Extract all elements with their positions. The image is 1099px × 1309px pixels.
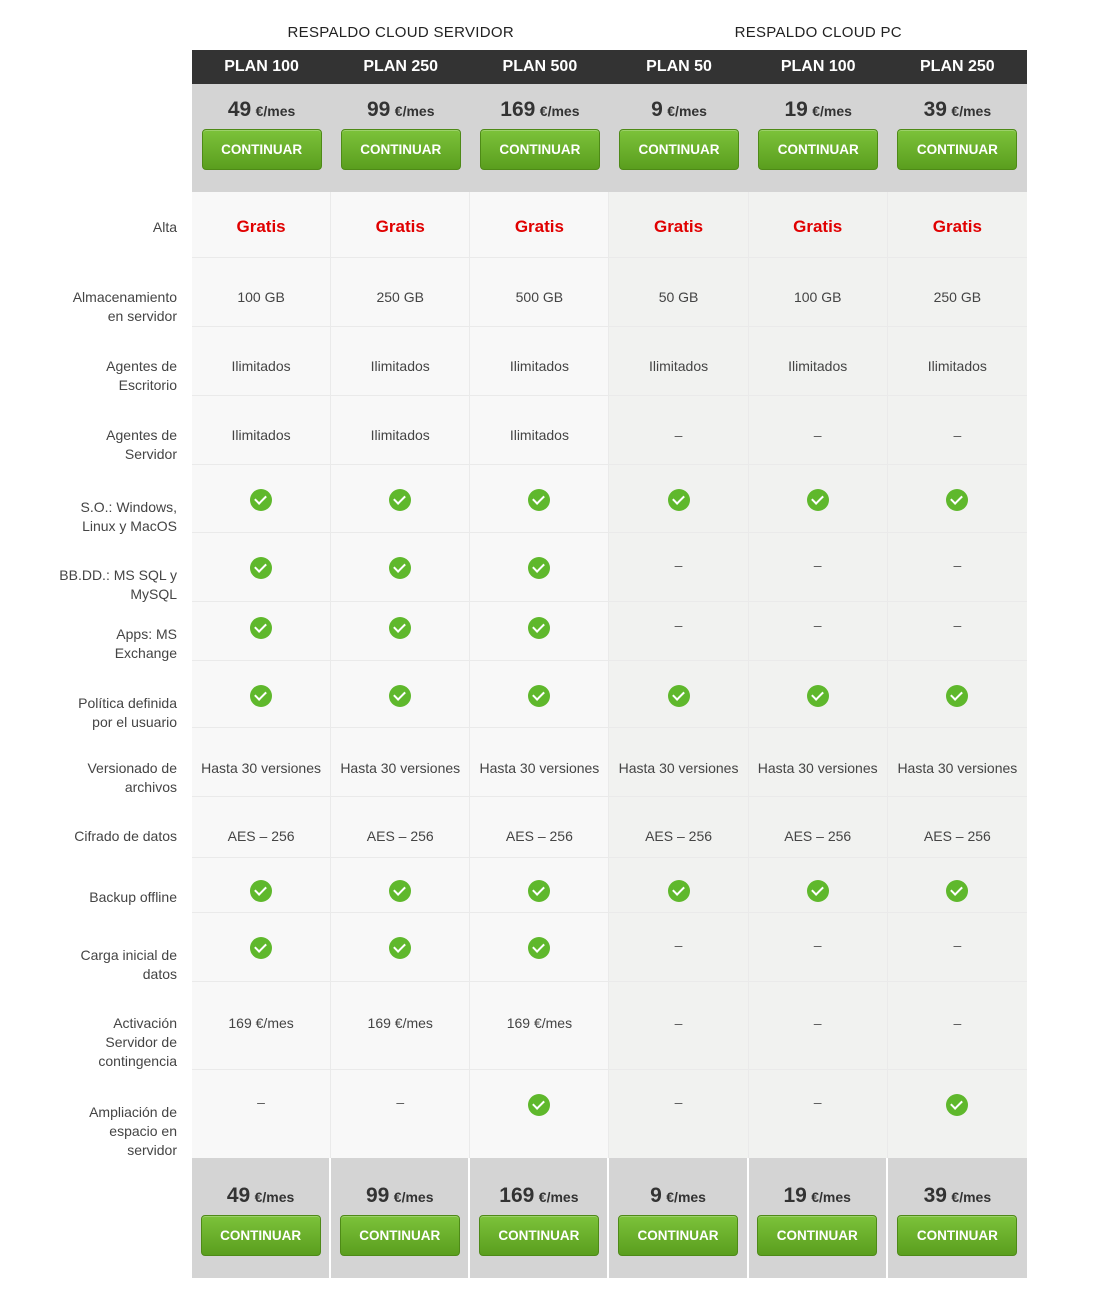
check-icon [946,880,968,902]
feature-label-line: Versionado de [87,760,177,776]
feature-label [0,602,192,661]
plan-name: PLAN 100 [224,58,299,75]
feature-cell [192,602,331,661]
feature-label [0,1070,192,1159]
feature-cell [609,192,748,258]
price-cell [331,84,470,192]
feature-label-line: por el usuario [92,714,177,730]
feature-label-line: S.O.: Windows, [80,499,177,515]
not-included-dash: – [953,617,962,633]
check-icon [528,880,550,902]
price-unit: €/mes [394,103,435,119]
feature-value: Ilimitados [370,358,430,374]
continue-button[interactable]: CONTINUAR [618,1215,738,1256]
feature-cell [609,661,748,728]
check-icon [528,489,550,511]
feature-value: 50 GB [658,289,699,305]
check-icon [528,685,550,707]
feature-label [0,533,192,602]
feature-cell [749,858,888,913]
feature-label-line: Apps: MS [116,626,177,642]
not-included-dash: – [813,1015,822,1031]
feature-row [0,728,1027,797]
plan-name: PLAN 250 [363,58,439,75]
feature-cell [470,728,609,797]
feature-row [0,602,1027,661]
feature-label [0,327,192,396]
feature-value: Ilimitados [509,358,569,374]
feature-cell [749,661,888,728]
check-icon [946,1094,968,1116]
feature-cell [470,661,609,728]
feature-value: Ilimitados [788,358,848,374]
feature-cell [888,728,1027,797]
feature-cell [331,728,470,797]
price-unit: €/mes [393,1189,434,1205]
price-unit: €/mes [951,1189,992,1205]
price-amount: 49 [226,1184,251,1207]
feature-row [0,797,1027,858]
feature-cell [749,797,888,858]
feature-cell [331,661,470,728]
feature-label [0,858,192,913]
price-cell [609,84,748,192]
feature-cell [888,327,1027,396]
feature-value: AES – 256 [645,828,713,844]
feature-label-line: Agentes de [106,358,177,374]
feature-row [0,396,1027,465]
continue-button[interactable]: CONTINUAR [202,129,322,170]
feature-label-line: Servidor de [105,1034,177,1050]
feature-cell [192,728,331,797]
price-cell [749,1158,888,1278]
feature-value: Hasta 30 versiones [618,760,739,776]
gratis-label: Gratis [236,217,286,236]
feature-cell [331,858,470,913]
feature-value: Ilimitados [648,358,709,374]
feature-cell [470,192,609,258]
feature-value: Ilimitados [231,358,291,374]
check-icon [668,489,690,511]
price [924,1182,992,1212]
feature-cell [749,465,888,533]
price-amount: 39 [923,98,947,121]
feature-label-line: Escritorio [118,377,177,393]
feature-label-line: Carga inicial de [80,947,177,963]
feature-cell [749,192,888,258]
feature-cell [470,465,609,533]
feature-cell [609,396,748,465]
price-amount: 19 [783,1184,807,1207]
feature-cell [470,1070,609,1159]
price-amount: 169 [499,1184,535,1207]
feature-label-line: datos [142,966,177,982]
price-band-bottom [192,1158,1027,1278]
check-icon [807,880,829,902]
feature-label-line: Exchange [114,645,177,661]
check-icon [389,685,411,707]
check-icon [250,489,272,511]
feature-label [0,465,192,533]
feature-value: 500 GB [515,289,564,305]
check-icon [250,685,272,707]
price-cell [749,84,888,192]
continue-button[interactable]: CONTINUAR [619,129,739,170]
feature-cell [749,913,888,982]
feature-cell [331,1070,470,1159]
feature-cell [470,327,609,396]
price-amount: 169 [500,98,536,121]
feature-cell [331,913,470,982]
check-icon [528,1094,550,1116]
price [784,96,852,126]
gratis-label: Gratis [375,217,425,236]
check-icon [528,557,550,579]
feature-cell [749,258,888,327]
continue-button[interactable]: CONTINUAR [897,1215,1017,1256]
not-included-dash: – [953,937,962,953]
group-title-pc: RESPALDO CLOUD PC [734,24,902,41]
plan-name: PLAN 500 [502,58,578,75]
feature-cell [888,913,1027,982]
price-amount: 19 [784,98,808,121]
continue-button[interactable]: CONTINUAR [340,1215,460,1256]
not-included-dash: – [674,1015,683,1031]
check-icon [946,685,968,707]
gratis-label: Gratis [793,217,843,236]
feature-cell [888,858,1027,913]
not-included-dash: – [674,617,683,633]
continue-button[interactable]: CONTINUAR [758,129,878,170]
not-included-dash: – [674,557,683,573]
price-unit: €/mes [811,1189,851,1205]
feature-label-line: espacio en [109,1123,177,1139]
feature-label [0,258,192,327]
feature-cell [749,396,888,465]
check-icon [946,489,968,511]
feature-value: 169 €/mes [367,1015,433,1031]
price [500,96,579,126]
feature-label [0,192,192,258]
feature-value: Hasta 30 versiones [897,760,1018,776]
price-cell [888,1158,1027,1278]
price-cell [888,84,1027,192]
feature-label-line: Agentes de [106,427,177,443]
feature-label-line: Ampliación de [89,1104,177,1120]
price-unit: €/mes [951,103,992,119]
feature-cell [609,858,748,913]
price-unit: €/mes [812,103,852,119]
feature-cell [470,858,609,913]
continue-button[interactable]: CONTINUAR [480,129,600,170]
price-unit: €/mes [538,1189,579,1205]
feature-label [0,913,192,982]
feature-cell [470,533,609,602]
feature-cell [609,1070,748,1159]
feature-label-line: BB.DD.: MS SQL y [59,567,177,583]
feature-cell [749,982,888,1070]
not-included-dash: – [953,1015,962,1031]
feature-cell [192,192,331,258]
feature-cell [609,728,748,797]
check-icon [250,880,272,902]
feature-cell [888,982,1027,1070]
price-unit: €/mes [666,1189,706,1205]
feature-cell [609,797,748,858]
not-included-dash: – [813,1094,822,1110]
feature-row [0,533,1027,602]
price-cell [470,84,609,192]
plan-name: PLAN 250 [920,58,995,75]
check-icon [668,880,690,902]
price [499,1182,578,1212]
not-included-dash: – [953,557,962,573]
gratis-label: Gratis [514,217,564,236]
not-included-dash: – [674,937,683,953]
check-icon [528,937,550,959]
price [651,96,707,126]
feature-cell [888,396,1027,465]
feature-cell [192,1070,331,1159]
feature-label-line: Backup offline [89,889,177,905]
feature-cell [609,258,748,327]
feature-cell [331,797,470,858]
feature-label-line: archivos [124,779,177,795]
feature-row [0,1070,1027,1159]
feature-cell [192,797,331,858]
price-amount: 99 [366,98,391,121]
feature-cell [470,258,609,327]
feature-row [0,465,1027,533]
feature-label [0,797,192,858]
feature-row [0,258,1027,327]
continue-button[interactable]: CONTINUAR [479,1215,599,1256]
feature-cell [888,465,1027,533]
feature-cell [331,327,470,396]
feature-cell [192,982,331,1070]
price-amount: 39 [923,1184,947,1207]
feature-cell [192,258,331,327]
check-icon [807,685,829,707]
feature-cell [609,465,748,533]
price-amount: 9 [651,98,663,121]
feature-cell [888,533,1027,602]
feature-value: AES – 256 [784,828,852,844]
feature-cell [331,258,470,327]
price-amount: 49 [227,98,252,121]
feature-label-line: contingencia [98,1053,177,1069]
feature-cell [888,602,1027,661]
feature-cell [192,465,331,533]
not-included-dash: – [257,1094,265,1110]
feature-label-line: Política definida [78,695,177,711]
check-icon [389,489,411,511]
feature-cell [749,1070,888,1159]
feature-cell [749,728,888,797]
check-icon [250,617,272,639]
feature-cell [749,327,888,396]
feature-cell [609,602,748,661]
gratis-label: Gratis [932,217,982,236]
group-title-servidor: RESPALDO CLOUD SERVIDOR [287,24,514,41]
feature-cell [331,465,470,533]
feature-cell [888,258,1027,327]
price-cell [192,84,331,192]
price [228,96,296,126]
feature-cell [888,1070,1027,1159]
feature-label-line: Servidor [124,446,177,462]
feature-label-line: Activación [113,1015,177,1031]
feature-row [0,982,1027,1070]
price-cell [609,1158,748,1278]
price-cell [470,1158,609,1278]
price-amount: 99 [365,1184,390,1207]
feature-label-line: Linux y MacOS [82,518,177,534]
not-included-dash: – [813,617,822,633]
feature-label-line: en servidor [107,308,177,324]
continue-button[interactable]: CONTINUAR [201,1215,321,1256]
price [650,1182,706,1212]
price-amount: 9 [650,1184,662,1207]
feature-value: Hasta 30 versiones [201,760,321,776]
not-included-dash: – [953,427,962,443]
feature-cell [192,396,331,465]
feature-cell [609,913,748,982]
feature-cell [331,982,470,1070]
plan-name: PLAN 100 [780,58,856,75]
feature-cell [470,797,609,858]
price-unit: €/mes [539,103,580,119]
feature-row [0,661,1027,728]
feature-value: Hasta 30 versiones [340,760,461,776]
feature-value: AES – 256 [505,828,573,844]
not-included-dash: – [813,557,822,573]
feature-label-line: Cifrado de datos [74,828,177,844]
feature-row [0,913,1027,982]
feature-value: AES – 256 [366,828,434,844]
feature-value: Hasta 30 versiones [479,760,600,776]
price [366,1182,434,1212]
feature-cell [470,396,609,465]
feature-cell [470,602,609,661]
feature-value: 169 €/mes [506,1015,573,1031]
price [227,1182,295,1212]
not-included-dash: – [674,427,683,443]
feature-label [0,728,192,797]
feature-cell [609,982,748,1070]
feature-value: 169 €/mes [228,1015,294,1031]
feature-cell [331,533,470,602]
feature-value: Ilimitados [231,427,291,443]
feature-cell [192,913,331,982]
feature-label-line: Almacenamiento [72,289,177,305]
feature-cell [192,327,331,396]
not-included-dash: – [674,1094,683,1110]
continue-button[interactable]: CONTINUAR [341,129,461,170]
plan-name-bar [192,50,1027,84]
continue-button[interactable]: CONTINUAR [897,129,1017,170]
not-included-dash: – [813,427,822,443]
feature-value: 250 GB [933,289,982,305]
feature-cell [192,858,331,913]
plan-group-headers [192,20,1027,50]
feature-cell [609,327,748,396]
feature-cell [749,602,888,661]
check-icon [250,937,272,959]
feature-value: Ilimitados [370,427,430,443]
continue-button[interactable]: CONTINUAR [757,1215,877,1256]
feature-cell [888,797,1027,858]
feature-value: Hasta 30 versiones [757,760,878,776]
not-included-dash: – [813,937,822,953]
feature-cell [888,661,1027,728]
price [783,1182,851,1212]
feature-cell [470,982,609,1070]
feature-label [0,661,192,728]
feature-cell [888,192,1027,258]
feature-value: Ilimitados [927,358,987,374]
feature-row [0,192,1027,258]
feature-label-line: MySQL [130,586,177,602]
feature-label [0,396,192,465]
not-included-dash: – [396,1094,405,1110]
feature-value: Ilimitados [509,427,569,443]
check-icon [250,557,272,579]
feature-value: 100 GB [793,289,842,305]
plan-name: PLAN 50 [646,58,712,75]
feature-value: AES – 256 [923,828,991,844]
price-band-top [192,84,1027,192]
feature-table [0,192,1027,1159]
check-icon [389,880,411,902]
feature-cell [192,533,331,602]
price-unit: €/mes [255,103,296,119]
feature-cell [192,661,331,728]
check-icon [389,557,411,579]
feature-value: 100 GB [237,289,285,305]
gratis-label: Gratis [653,217,704,236]
feature-row [0,858,1027,913]
price-unit: €/mes [254,1189,295,1205]
feature-row [0,327,1027,396]
check-icon [668,685,690,707]
feature-cell [609,533,748,602]
feature-value: 250 GB [376,289,424,305]
feature-cell [470,913,609,982]
check-icon [807,489,829,511]
check-icon [389,617,411,639]
feature-label [0,982,192,1070]
feature-cell [749,533,888,602]
feature-cell [331,192,470,258]
feature-label-line: Alta [152,219,177,235]
feature-cell [331,602,470,661]
price [367,96,435,126]
price-unit: €/mes [667,103,707,119]
check-icon [528,617,550,639]
feature-label-line: servidor [127,1142,177,1158]
check-icon [389,937,411,959]
feature-cell [331,396,470,465]
price [924,96,992,126]
price-cell [331,1158,470,1278]
price-cell [192,1158,331,1278]
feature-value: AES – 256 [227,828,295,844]
